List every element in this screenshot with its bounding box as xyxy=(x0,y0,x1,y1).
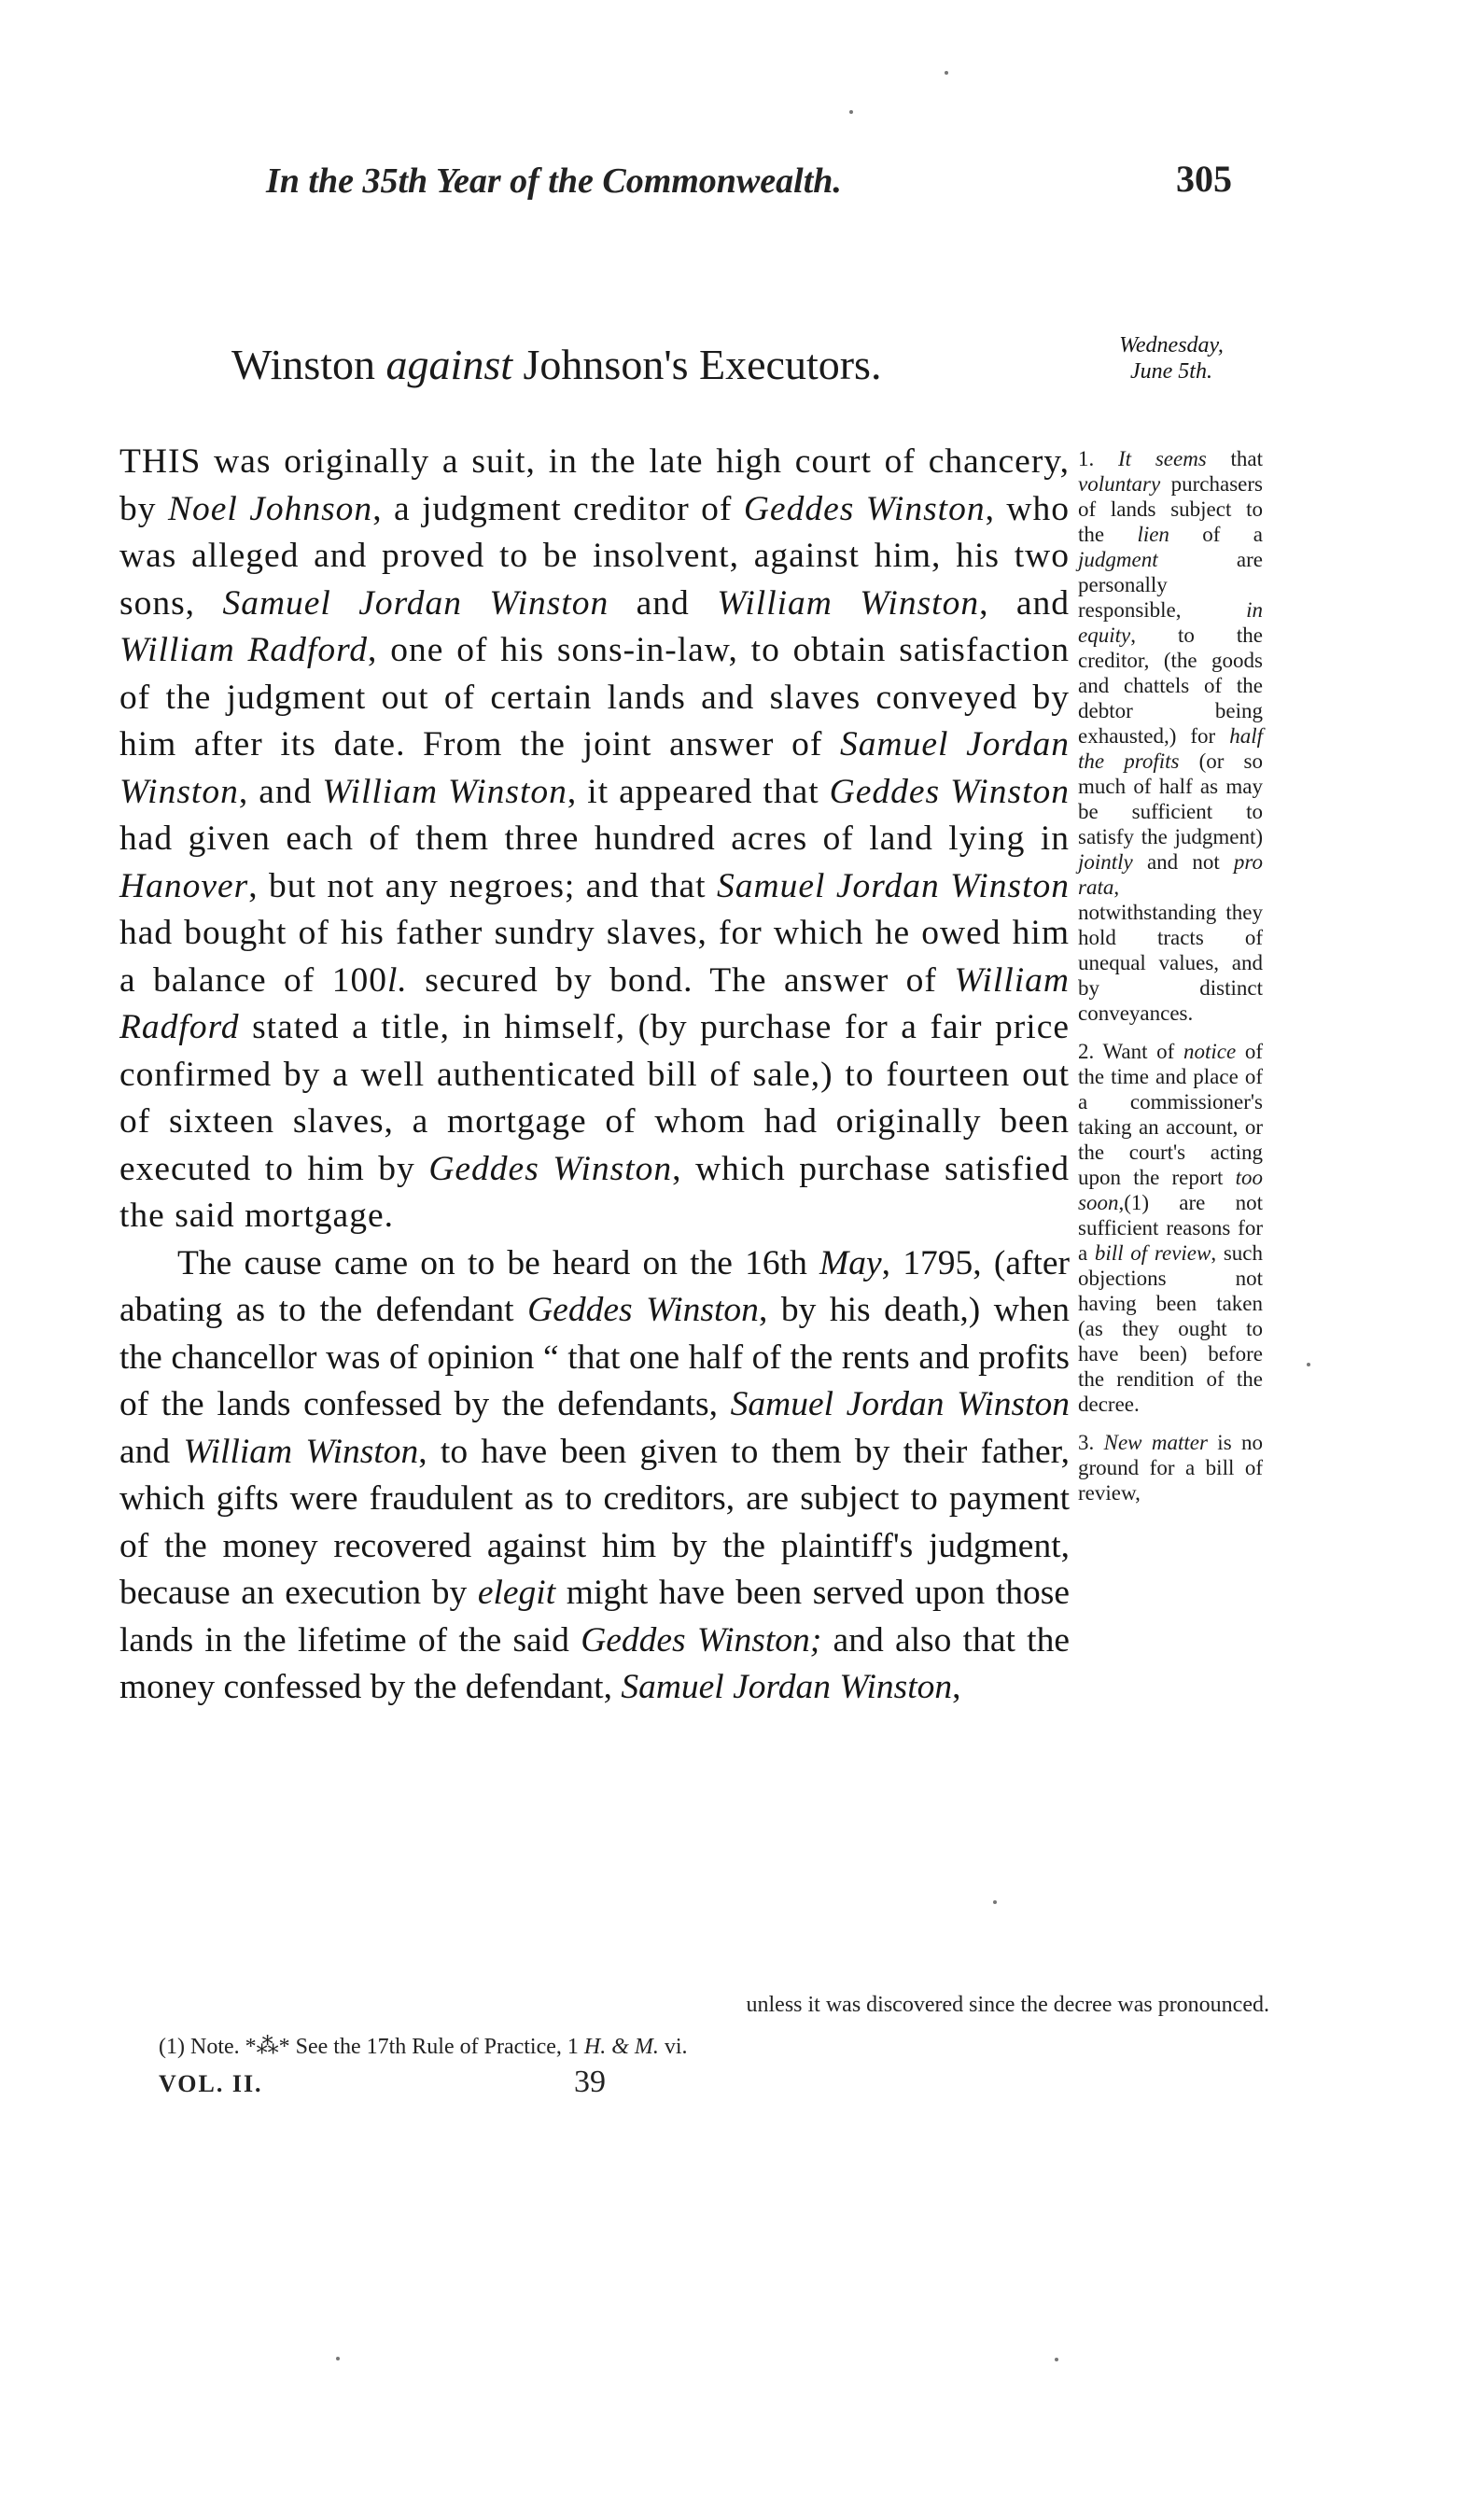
print-speck xyxy=(1307,1363,1310,1366)
marginal-note-1: 1. It seems that voluntary purchasers of lands subject to the lien of a judgment are personally responsible, in equity, to the creditor, (the goods and chattels of the debtor being exhausted,) for half the profits (or so much of half as may be sufficient to satisfy the judgment) jointly and not pro rata, notwithstanding they hold tracts of unequal values, and by distinct conveyances. xyxy=(1078,447,1263,1025)
page-number: 305 xyxy=(1176,158,1232,200)
marginal-note-2: 2. Want of notice of the time and place of a commissioner's taking an account, or the court's acting upon the report too soon,(1) are not sufficient reasons for a bill of review, such objections not having been taken (as they ought to have been) before the rendition of the decree. xyxy=(1078,1040,1263,1416)
volume-signature: VOL. II. xyxy=(159,2070,263,2097)
print-speck xyxy=(993,1900,997,1904)
marginal-note-3: 3. New matter is no ground for a bill of review, xyxy=(1078,1431,1264,1505)
paragraph-1: THIS was originally a suit, in the late high court of chancery, by Noel Johnson, a judgment creditor of Geddes Winston, who was alleged and proved to be insolvent, against him, his two sons, Samuel Jordan Winston and William Winston, and William Radford, one of his sons-in-law, to obtain satisfaction of the judgment out of certain lands and slaves conveyed by him after its date. From the joint answer of Samuel Jordan Winston, and William Winston, it appeared that Geddes Winston had given each of them three hundred acres of land lying in Hanover, but not any negroes; and that Samuel Jordan Winston had bought of his father sundry slaves, for which he owed him a balance of 100l. secured by bond. The answer of William Radford stated a title, in himself, (by purchase for a fair price confirmed by a well authenticated bill of sale,) to fourteen out of sixteen slaves, a mortgage of whom had originally been executed to him by Geddes Winston, which purchase satisfied the said mortgage. xyxy=(119,442,1071,1235)
running-head: In the 35th Year of the Commonwealth. xyxy=(266,161,842,201)
signature-number: 39 xyxy=(574,2065,606,2099)
print-speck xyxy=(336,2357,340,2360)
paragraph-2: The cause came on to be heard on the 16th May, 1795, (after abating as to the defendant Geddes Winston, by his death,) when the chancellor was of opinion “ that one half of the rents and profits of the lands confessed by the defendants, Samuel Jordan Winston and William Winston, to have been given to them by their father, which gifts were fraudulent as to creditors, are subject to payment of the money recovered against him by the plaintiff's judgment, because an execution by elegit might have been served upon those lands in the lifetime of the said Geddes Winston; and also that the money confessed by the defendant, Samuel Jordan Winston, xyxy=(119,1243,1071,1706)
case-date-day: Wednesday, xyxy=(1119,333,1224,357)
main-text xyxy=(119,439,1070,1712)
case-title xyxy=(231,340,881,389)
footnote: (1) Note. *⁂* See the 17th Rule of Practice, 1 H. & M. vi. xyxy=(159,2035,688,2059)
marginal-notes xyxy=(1078,446,1263,1519)
case-title-party-1: Winston xyxy=(231,341,386,388)
case-date-date: June 5th. xyxy=(1130,359,1212,384)
marginal-note-continuation: unless it was discovered since the decree was pronounced. xyxy=(746,1993,1269,2017)
case-title-against: against xyxy=(385,341,513,388)
case-date xyxy=(1083,332,1260,385)
print-speck xyxy=(849,110,853,114)
print-speck xyxy=(1055,2358,1058,2361)
case-title-party-2: Johnson's Executors. xyxy=(512,341,882,388)
print-speck xyxy=(945,71,948,75)
